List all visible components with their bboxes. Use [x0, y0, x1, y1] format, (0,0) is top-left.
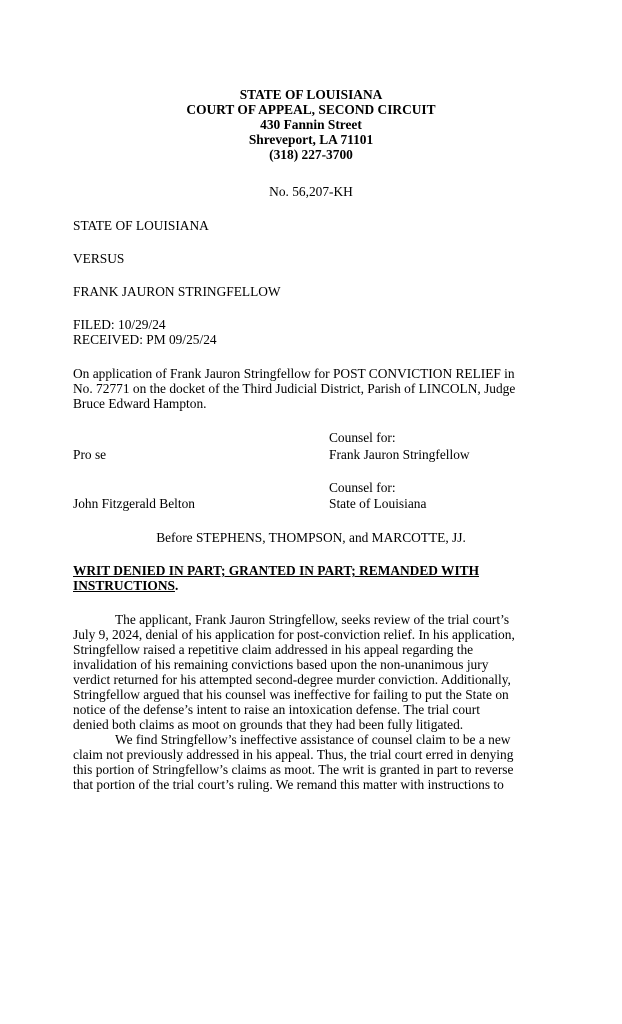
caption-plaintiff: STATE OF LOUISIANA	[73, 218, 209, 233]
panel-judges: Before STEPHENS, THOMPSON, and MARCOTTE, JJ.	[156, 530, 466, 545]
header-line-street: 430 Fannin Street	[260, 117, 362, 132]
body-line: verdict returned for his attempted second-degree murder conviction. Additionally,	[73, 672, 511, 687]
body-line: We find Stringfellow’s ineffective assistance of counsel claim to be a new	[115, 732, 511, 747]
disposition-line: INSTRUCTIONS	[73, 578, 175, 593]
body-line: The applicant, Frank Jauron Stringfellow, seeks review of the trial court’s	[115, 612, 510, 627]
paragraph-1	[73, 612, 573, 732]
header-line-state: STATE OF LOUISIANA	[239, 87, 383, 102]
counsel-name-1: Pro se	[73, 447, 107, 462]
body-line: denied both claims as moot on grounds that they had been fully litigated.	[73, 717, 464, 732]
filing-info	[73, 317, 553, 347]
counsel-party-1: Frank Jauron Stringfellow	[329, 447, 470, 462]
counsel-label-1: Counsel for:	[329, 430, 396, 445]
body-line: July 9, 2024, denial of his application for post-conviction relief. In his application,	[73, 627, 515, 642]
header-line-court: COURT OF APPEAL, SECOND CIRCUIT	[186, 102, 436, 117]
application-line: No. 72771 on the docket of the Third Judicial District, Parish of LINCOLN, Judge	[73, 381, 516, 396]
body-line: Stringfellow argued that his counsel was ineffective for failing to put the State on	[73, 687, 509, 702]
application-line: On application of Frank Jauron Stringfellow for POST CONVICTION RELIEF in	[73, 366, 515, 381]
filed-date: FILED: 10/29/24	[73, 317, 166, 332]
application-line: Bruce Edward Hampton.	[73, 396, 207, 411]
body-line: this portion of Stringfellow’s claims as moot. The writ is granted in part to reverse	[73, 762, 514, 777]
body-line: notice of the defense’s intent to raise an intoxication defense. The trial court	[73, 702, 480, 717]
paragraph-2	[73, 732, 573, 792]
counsel-name-2: John Fitzgerald Belton	[73, 496, 195, 511]
counsel-label-2: Counsel for:	[329, 480, 396, 495]
counsel-party-2: State of Louisiana	[329, 496, 427, 511]
disposition	[73, 563, 573, 593]
body-line: Stringfellow raised a repetitive claim addressed in his appeal regarding the	[73, 642, 474, 657]
body-line: claim not previously addressed in his appeal. Thus, the trial court erred in denying	[73, 747, 514, 762]
application-text	[73, 366, 573, 411]
case-number: No. 56,207-KH	[269, 184, 353, 199]
caption-defendant: FRANK JAURON STRINGFELLOW	[73, 284, 281, 299]
opinion-body	[73, 612, 573, 792]
body-line: invalidation of his remaining convictions based upon the non-unanimous jury	[73, 657, 489, 672]
header-line-phone: (318) 227-3700	[269, 147, 353, 162]
body-line: that portion of the trial court’s ruling. We remand this matter with instructions to	[73, 777, 504, 792]
received-date: RECEIVED: PM 09/25/24	[73, 332, 217, 347]
caption-versus: VERSUS	[73, 251, 125, 266]
court-header	[0, 87, 622, 162]
header-line-city: Shreveport, LA 71101	[248, 132, 374, 147]
disposition-period: .	[174, 578, 179, 593]
disposition-line: WRIT DENIED IN PART; GRANTED IN PART; REMANDED WITH	[73, 563, 480, 578]
